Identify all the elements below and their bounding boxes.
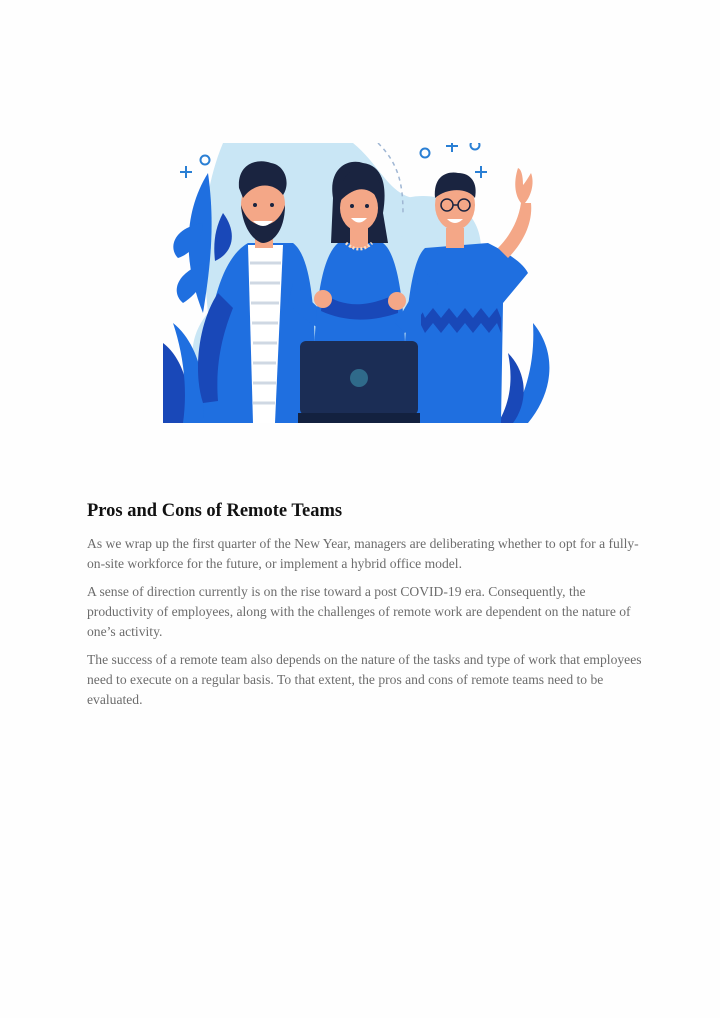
plant-right bbox=[498, 323, 549, 423]
article-heading: Pros and Cons of Remote Teams bbox=[87, 501, 343, 521]
team-illustration bbox=[163, 143, 555, 423]
laptop bbox=[298, 341, 420, 423]
article-paragraph: The success of a remote team also depends on the nature of the tasks and type of work that employees need to execute on a regular basis. To that extent, the pros and cons of remote teams need to be evaluated. bbox=[87, 652, 642, 707]
article-paragraph: A sense of direction currently is on the rise toward a post COVID-19 era. Consequently, the productivity of employees, along with the challenges of remote work are dependent on the nature of one’s activity. bbox=[87, 584, 631, 639]
article-paragraph: As we wrap up the first quarter of the New Year, managers are deliberating whether to opt for a fully-on-site workforce for the future, or implement a hybrid office model. bbox=[87, 536, 639, 571]
